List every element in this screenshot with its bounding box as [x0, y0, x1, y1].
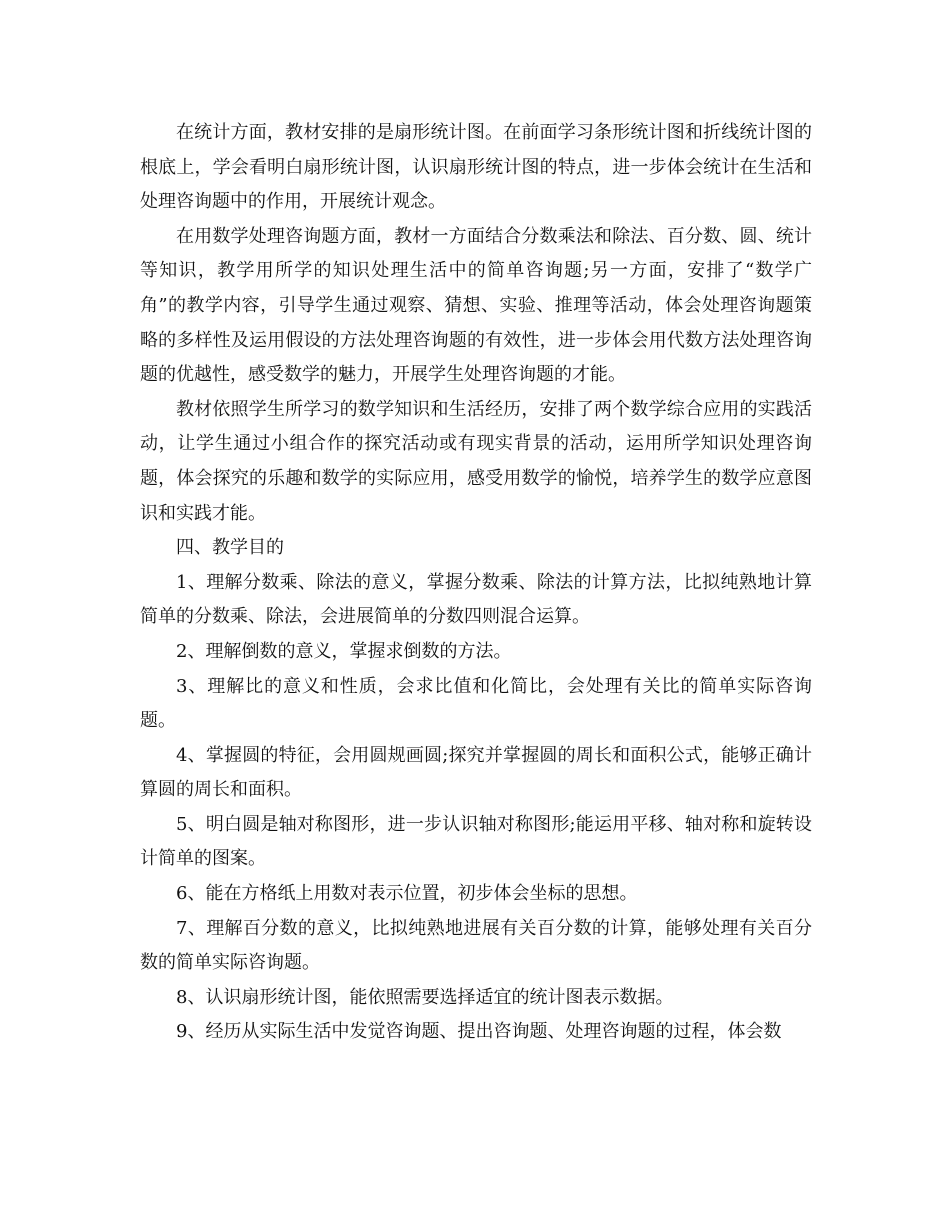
goal-item-5: 5、明白圆是轴对称图形，进一步认识轴对称图形;能运用平移、轴对称和旋转设计简单的图案。 [140, 813, 812, 870]
paragraph-statistics: 在统计方面，教材安排的是扇形统计图。在前面学习条形统计图和折线统计图的根底上，学会看明白扇形统计图，认识扇形统计图的特点，进一步体会统计在生活和处理咨询题中的作用，开展统计观念。 [140, 122, 812, 213]
goal-item-7: 7、理解百分数的意义，比拟纯熟地进展有关百分数的计算，能够处理有关百分数的简单实际咨询题。 [140, 917, 812, 974]
paragraph-problem-solving: 在用数学处理咨询题方面，教材一方面结合分数乘法和除法、百分数、圆、统计等知识，教学用所学的知识处理生活中的简单咨询题;另一方面，安排了“数学广角”的教学内容，引导学生通过观察、猜想、实验、推理等活动，体会处理咨询题策略的多样性及运用假设的方法处理咨询题的有效性，进一步体会用代数方法处理咨询题的优越性，感受数学的魅力，开展学生处理咨询题的才能。 [140, 225, 812, 386]
goal-item-3: 3、理解比的意义和性质，会求比值和化简比，会处理有关比的简单实际咨询题。 [140, 675, 812, 732]
goal-item-1: 1、理解分数乘、除法的意义，掌握分数乘、除法的计算方法，比拟纯熟地计算简单的分数乘、除法，会进展简单的分数四则混合运算。 [140, 571, 812, 628]
section-heading-teaching-goals: 四、教学目的 [176, 537, 284, 559]
document-body [140, 116, 812, 1050]
goal-item-2: 2、理解倒数的意义，掌握求倒数的方法。 [176, 640, 512, 662]
goal-item-6: 6、能在方格纸上用数对表示位置，初步体会坐标的思想。 [176, 883, 638, 905]
goal-item-4: 4、掌握圆的特征，会用圆规画圆;探究并掌握圆的周长和面积公式，能够正确计算圆的周长和面积。 [140, 744, 812, 801]
goal-item-9: 9、经历从实际生活中发觉咨询题、提出咨询题、处理咨询题的过程，体会数 [176, 1021, 782, 1043]
paragraph-practice-activities: 教材依照学生所学习的数学知识和生活经历，安排了两个数学综合应用的实践活动，让学生通过小组合作的探究活动或有现实背景的活动，运用所学知识处理咨询题，体会探究的乐趣和数学的实际应用，感受用数学的愉悦，培养学生的数学应意图识和实践才能。 [140, 398, 812, 524]
goal-item-8: 8、认识扇形统计图，能依照需要选择适宜的统计图表示数据。 [176, 986, 674, 1008]
